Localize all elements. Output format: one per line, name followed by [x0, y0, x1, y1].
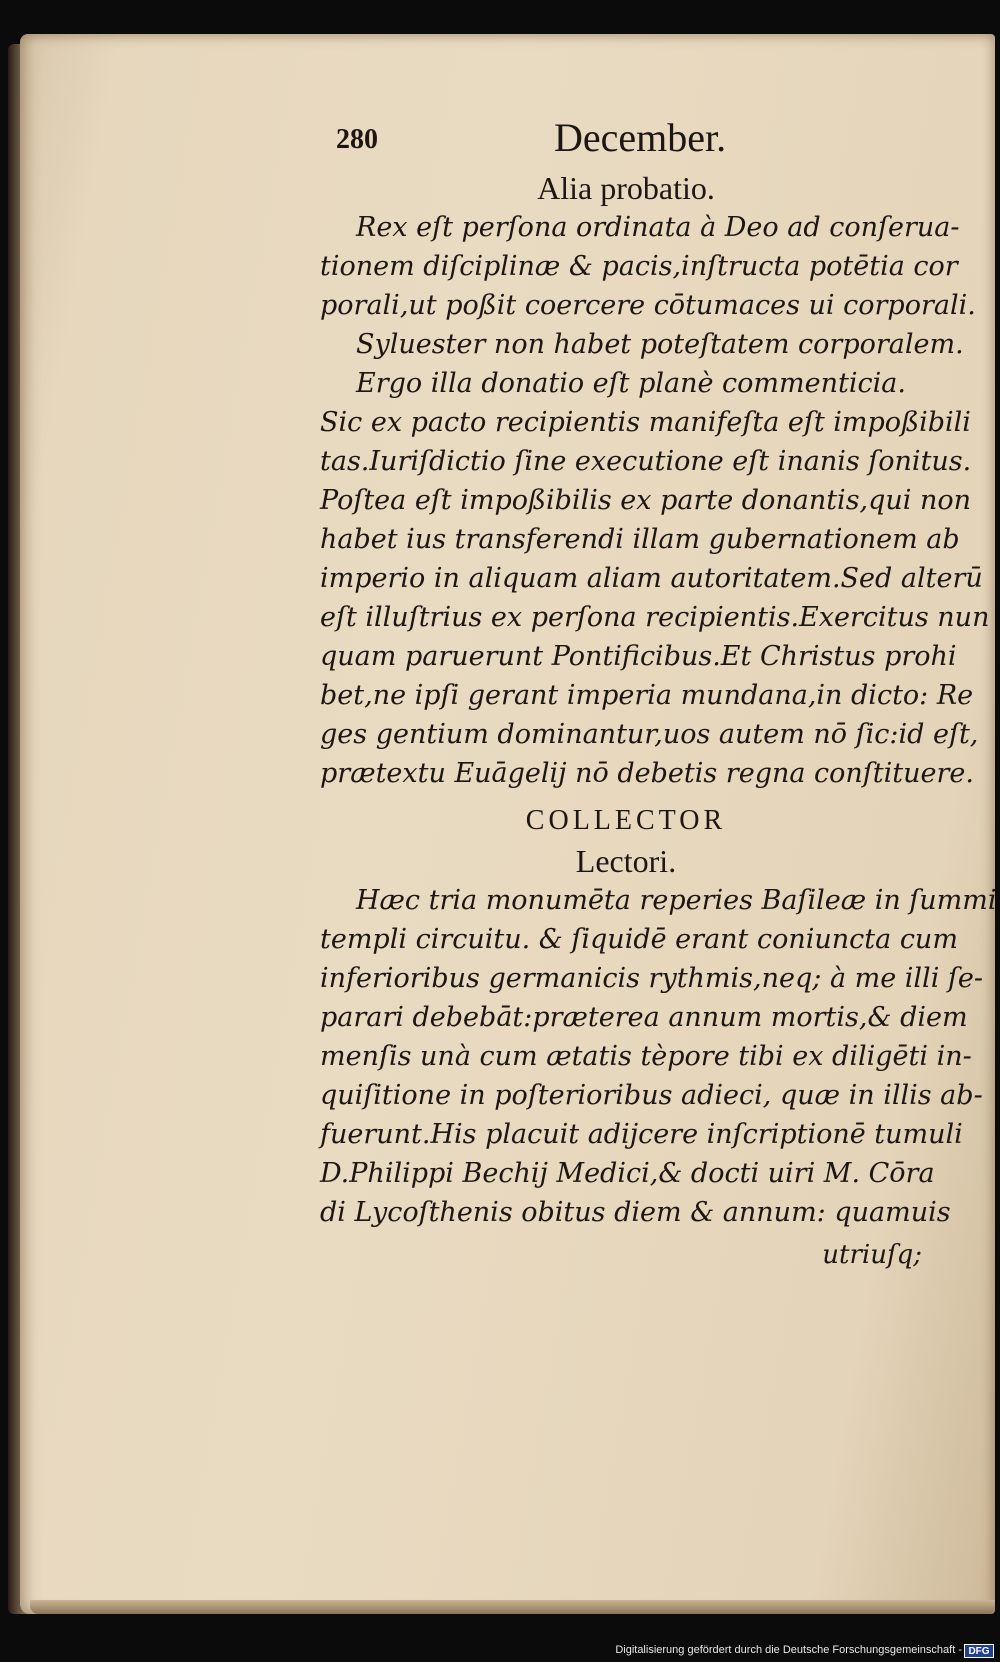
page-header	[320, 115, 932, 168]
page-bottom-edge	[30, 1600, 995, 1614]
text-line: Ergo illa donatio eſt planè commenticia.	[356, 368, 906, 399]
text-block	[320, 115, 997, 1275]
text-line: ges gentium dominantur,uos autem nō ſic:id eſt,	[320, 719, 979, 750]
text-line: bet,ne ipſi gerant imperia mundana,in dicto: Re	[320, 680, 974, 711]
paragraph-2	[320, 881, 997, 1232]
text-line: prætextu Euāgelij nō debetis regna conſtituere.	[320, 758, 974, 789]
text-line: Poſtea eſt impoßibilis ex parte donantis,qui non	[320, 485, 972, 516]
section-heading-alia-probatio: Alia probatio.	[537, 170, 715, 206]
section-heading-lectori: Lectori.	[575, 843, 677, 879]
catchword: utriuſq;	[822, 1240, 922, 1270]
page-number: 280	[336, 124, 378, 155]
text-line: Syluester non habet poteſtatem corporalem.	[356, 329, 964, 360]
text-line: parari debebāt:præterea annum mortis,& diem	[320, 1002, 968, 1033]
text-line: di Lycoſthenis obitus diem & annum: quamuis	[320, 1197, 951, 1228]
text-line: tas.Iuriſdictio ſine executione eſt inanis ſonitus.	[320, 446, 972, 477]
text-line: imperio in aliquam aliam autoritatem.Sed alterū	[320, 563, 983, 594]
dfg-logo: DFG	[964, 1644, 994, 1658]
text-line: porali,ut poßit coercere cōtumaces ui corporali.	[320, 290, 976, 321]
running-head: December.	[554, 115, 727, 160]
section-heading-collector: COLLECTOR	[525, 805, 727, 836]
text-line: Sic ex pacto recipientis manifeſta eſt impoßibili	[320, 407, 971, 438]
text-line: fuerunt.His placuit adijcere inſcriptionē tumuli	[320, 1119, 963, 1150]
text-line: eſt illuſtrius ex perſona recipientis.Exercitus nun	[320, 602, 990, 633]
text-line: inferioribus germanicis rythmis,neq; à me illi ſe-	[320, 963, 984, 994]
text-line: tionem diſciplinæ & pacis,inſtructa potētia cor	[320, 251, 958, 282]
text-line: menſis unà cum ætatis tèpore tibi ex diligēti in-	[320, 1041, 972, 1072]
digitization-credit: Digitalisierung gefördert durch die Deutsche Forschungsgemeinschaft -	[615, 1644, 962, 1656]
text-line: Rex eſt perſona ordinata à Deo ad conſerua-	[356, 212, 960, 243]
text-line: templi circuitu. & ſiquidē erant coniuncta cum	[320, 924, 958, 955]
text-line: quiſitione in poſterioribus adieci, quæ in illis ab-	[320, 1080, 983, 1111]
text-line: Hæc tria monumēta reperies Baſileæ in ſummi	[356, 885, 997, 916]
text-line: habet ius transferendi illam gubernationem ab	[320, 524, 960, 555]
text-line: quam paruerunt Pontificibus.Et Christus prohi	[320, 641, 957, 672]
paragraph-1	[320, 208, 990, 793]
text-line: D.Philippi Bechij Medici,& docti uiri M. Cōra	[320, 1158, 935, 1189]
